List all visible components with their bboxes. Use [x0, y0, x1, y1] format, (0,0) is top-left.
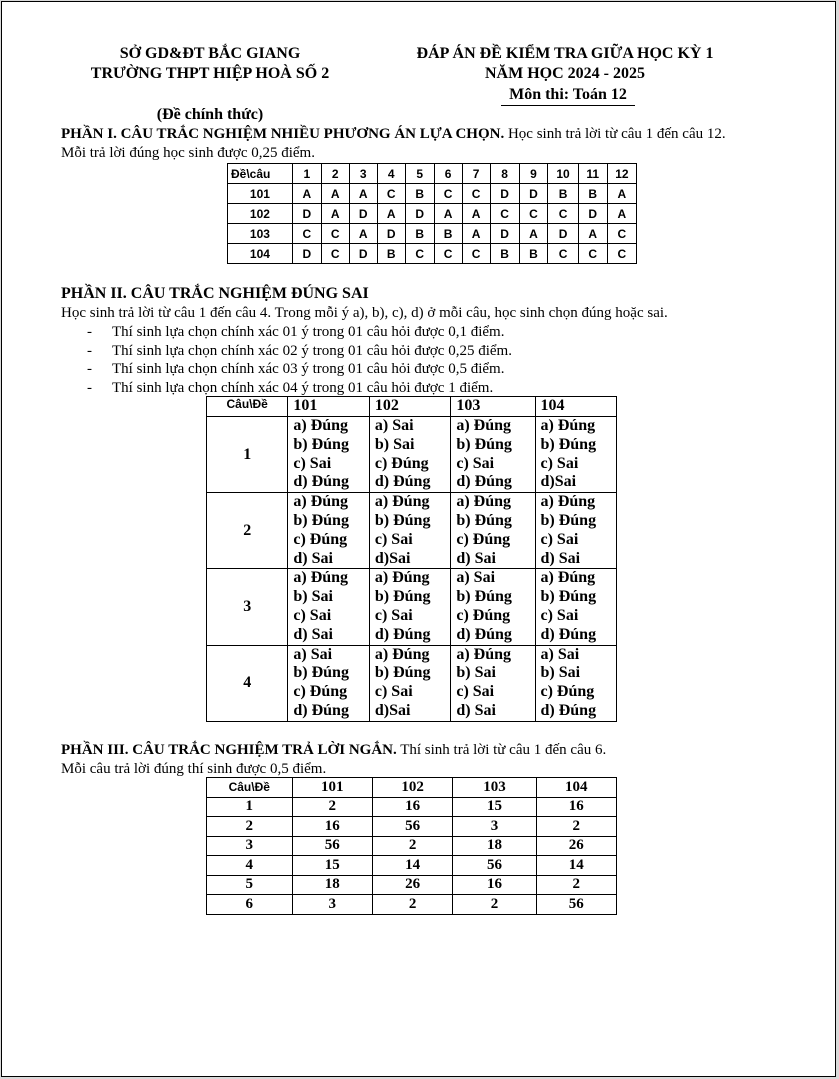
- part3-table-row: [207, 817, 617, 837]
- part2-statement-answer: b) Đúng: [456, 435, 512, 453]
- part3-answer-cell: 3: [453, 817, 536, 837]
- part2-statement-answer: b) Sai: [456, 664, 496, 682]
- part1-answer-cell: C: [607, 224, 636, 244]
- part2-statement-answer: c) Sai: [540, 530, 579, 548]
- part2-answer-cell: [369, 417, 450, 493]
- part3-table-row: [207, 797, 617, 817]
- part2-statement-answer: b) Đúng: [374, 588, 431, 606]
- part2-statement-answer: b) Đúng: [540, 588, 597, 606]
- part3-answer-cell: 14: [372, 856, 452, 876]
- part2-statement-answer: d)Sai: [374, 701, 411, 719]
- part3-points-note: Mỗi câu trả lời đúng thí sinh được 0,5 điểm.: [61, 761, 327, 777]
- part2-statement-answer: d) Đúng: [293, 473, 349, 491]
- part3-header-cell: Câu\Đề: [207, 778, 293, 798]
- part1-answer-cell: D: [377, 224, 405, 244]
- part2-bullet-item: Thí sinh lựa chọn chính xác 01 ý trong 01 câu hỏi được 0,1 điểm.: [112, 324, 505, 340]
- part1-answer-cell: A: [321, 204, 349, 224]
- part3-question-cell: 3: [207, 836, 293, 856]
- part2-answer-cell: [535, 417, 617, 493]
- part2-statement-answer: b) Đúng: [456, 511, 512, 529]
- part3-table-row: [207, 856, 617, 876]
- part2-statement-answer: c) Sai: [374, 683, 413, 701]
- part1-answer-cell: A: [377, 204, 405, 224]
- part1-answer-cell: D: [405, 204, 434, 224]
- part1-table-row: [228, 224, 637, 244]
- part1-header-cell: 7: [462, 164, 490, 184]
- part1-header-cell: Đề\câu: [228, 164, 293, 184]
- part2-header-cell: 101: [288, 397, 369, 417]
- department-name: SỞ GD&ĐT BẮC GIANG: [119, 45, 301, 62]
- school-name: TRƯỜNG THPT HIỆP HOÀ SỐ 2: [90, 65, 330, 82]
- part2-question-cell: 2: [207, 493, 288, 569]
- part2-statement-answer: d) Đúng: [374, 473, 431, 491]
- part3-answer-cell: 2: [453, 895, 536, 915]
- part3-title: PHẦN III. CÂU TRẮC NGHIỆM TRẢ LỜI NGẮN.: [61, 742, 397, 758]
- part2-question-cell: 3: [207, 569, 288, 645]
- part2-statement-answer: a) Đúng: [374, 569, 430, 587]
- part2-statement-answer: c) Đúng: [374, 454, 429, 472]
- part3-answer-cell: 2: [536, 875, 616, 895]
- part2-statement-answer: a) Sai: [456, 569, 496, 587]
- part1-answer-cell: D: [349, 204, 377, 224]
- part1-header-cell: 11: [578, 164, 607, 184]
- part1-answer-cell: D: [292, 244, 321, 264]
- part2-header-row: [207, 397, 617, 417]
- part1-answer-cell: B: [490, 244, 519, 264]
- part2-header-cell: 103: [451, 397, 535, 417]
- part1-answer-cell: C: [519, 204, 548, 224]
- part2-statement-answer: c) Đúng: [456, 606, 511, 624]
- part2-statement-answer: d) Đúng: [456, 473, 512, 491]
- part3-heading: [61, 741, 606, 759]
- part2-answer-cell: [369, 569, 450, 645]
- part3-table-row: [207, 895, 617, 915]
- part2-statement-answer: c) Sai: [374, 606, 413, 624]
- part2-question-cell: 4: [207, 645, 288, 721]
- part1-header-cell: 5: [405, 164, 434, 184]
- bullet-marker: -: [87, 342, 92, 359]
- part2-answer-cell: [451, 645, 535, 721]
- part1-answer-cell: C: [607, 244, 636, 264]
- part2-table-row: [207, 645, 617, 721]
- part3-desc: Thí sinh trả lời từ câu 1 đến câu 6.: [396, 742, 607, 758]
- part3-answer-cell: 56: [372, 817, 452, 837]
- part3-header-cell: 101: [292, 778, 372, 798]
- part2-statement-answer: a) Đúng: [293, 569, 349, 587]
- part2-statement-answer: d)Sai: [374, 549, 411, 567]
- part1-title: PHẦN I. CÂU TRẮC NGHIỆM NHIỀU PHƯƠNG ÁN LỰA CHỌN.: [61, 126, 505, 142]
- part1-answer-cell: A: [462, 224, 490, 244]
- part1-answer-cell: A: [607, 204, 636, 224]
- part3-answer-cell: 56: [536, 895, 616, 915]
- part1-answer-cell: D: [490, 184, 519, 204]
- part1-table-row: [228, 184, 637, 204]
- part2-desc: Học sinh trả lời từ câu 1 đến câu 4. Trong mỗi ý a), b), c), d) ở mỗi câu, học sinh chọn đúng hoặc sai.: [61, 305, 668, 321]
- part3-answer-cell: 16: [372, 797, 452, 817]
- part1-answer-cell: D: [292, 204, 321, 224]
- part1-exam-code-cell: 101: [228, 184, 293, 204]
- part2-statement-answer: d) Sai: [540, 549, 581, 567]
- part1-answer-cell: A: [578, 224, 607, 244]
- part1-header-cell: 8: [490, 164, 519, 184]
- part2-statement-answer: a) Đúng: [456, 493, 512, 511]
- part3-table-row: [207, 875, 617, 895]
- part3-header-row: [207, 778, 617, 798]
- part2-answer-cell: [535, 493, 617, 569]
- part1-answer-cell: A: [349, 184, 377, 204]
- part3-answer-cell: 15: [292, 856, 372, 876]
- part2-question-cell: 1: [207, 417, 288, 493]
- part2-answer-cell: [369, 493, 450, 569]
- part1-exam-code-cell: 104: [228, 244, 293, 264]
- part2-table-row: [207, 569, 617, 645]
- part1-table-row: [228, 204, 637, 224]
- part3-answer-cell: 2: [292, 797, 372, 817]
- part2-answer-table: [206, 396, 617, 722]
- part2-answer-cell: [451, 493, 535, 569]
- part1-answer-cell: B: [519, 244, 548, 264]
- part2-statement-answer: d) Đúng: [456, 625, 512, 643]
- part2-answer-cell: [535, 645, 617, 721]
- bullet-marker: -: [87, 361, 92, 377]
- answer-key-page: [1, 1, 836, 1077]
- part2-bullet-item: Thí sinh lựa chọn chính xác 03 ý trong 01 câu hỏi được 0,5 điểm.: [112, 361, 505, 377]
- part3-header-cell: 103: [453, 778, 536, 798]
- part1-answer-cell: B: [578, 184, 607, 204]
- part3-answer-cell: 2: [372, 836, 452, 856]
- part2-statement-answer: d) Sai: [293, 549, 333, 567]
- part1-header-cell: 6: [434, 164, 462, 184]
- part2-statement-answer: b) Đúng: [293, 435, 349, 453]
- part1-answer-cell: C: [321, 224, 349, 244]
- part1-answer-cell: D: [548, 224, 578, 244]
- part1-header-cell: 3: [349, 164, 377, 184]
- part3-question-cell: 5: [207, 875, 293, 895]
- part3-header-cell: 104: [536, 778, 616, 798]
- part3-answer-cell: 15: [453, 797, 536, 817]
- subject-label: Môn thi: Toán 12: [501, 85, 635, 106]
- part2-header-cell: 102: [369, 397, 450, 417]
- part3-answer-cell: 56: [453, 856, 536, 876]
- document-title: ĐÁP ÁN ĐỀ KIỂM TRA GIỮA HỌC KỲ 1: [416, 45, 714, 62]
- part2-statement-answer: a) Sai: [540, 645, 580, 663]
- part2-header-cell: 104: [535, 397, 617, 417]
- part1-answer-cell: C: [462, 244, 490, 264]
- bullet-marker: -: [87, 324, 92, 340]
- part1-answer-cell: A: [607, 184, 636, 204]
- part2-table-row: [207, 493, 617, 569]
- part2-statement-answer: a) Đúng: [540, 417, 596, 434]
- part2-statement-answer: b) Đúng: [456, 588, 512, 606]
- part2-title: PHẦN II. CÂU TRẮC NGHIỆM ĐÚNG SAI: [61, 285, 369, 302]
- part3-answer-cell: 2: [536, 817, 616, 837]
- part1-header-cell: 12: [607, 164, 636, 184]
- bullet-marker: -: [87, 379, 92, 396]
- part3-answer-cell: 14: [536, 856, 616, 876]
- school-year: NĂM HỌC 2024 - 2025: [485, 65, 645, 82]
- part1-answer-table: [227, 163, 637, 264]
- part1-answer-cell: D: [349, 244, 377, 264]
- part2-statement-answer: a) Sai: [293, 645, 333, 663]
- part1-answer-cell: D: [578, 204, 607, 224]
- part3-answer-cell: 3: [292, 895, 372, 915]
- part2-statement-answer: b) Đúng: [540, 511, 597, 529]
- part1-answer-cell: C: [548, 204, 578, 224]
- part2-answer-cell: [288, 417, 369, 493]
- part2-statement-answer: d) Đúng: [293, 701, 349, 719]
- part1-answer-cell: A: [349, 224, 377, 244]
- part1-answer-cell: B: [377, 244, 405, 264]
- part2-table-row: [207, 417, 617, 493]
- part1-answer-cell: D: [519, 184, 548, 204]
- part2-statement-answer: b) Sai: [540, 664, 581, 682]
- part2-statement-answer: c) Sai: [540, 606, 579, 624]
- part2-answer-cell: [288, 569, 369, 645]
- part1-table-row: [228, 244, 637, 264]
- part2-statement-answer: a) Đúng: [374, 645, 430, 663]
- part3-question-cell: 6: [207, 895, 293, 915]
- part1-exam-code-cell: 103: [228, 224, 293, 244]
- part2-answer-cell: [535, 569, 617, 645]
- part2-statement-answer: d) Sai: [293, 625, 333, 643]
- part2-statement-answer: a) Sai: [374, 417, 414, 434]
- part2-statement-answer: c) Đúng: [293, 530, 348, 548]
- part2-answer-cell: [288, 493, 369, 569]
- part1-answer-cell: A: [434, 204, 462, 224]
- part2-statement-answer: a) Đúng: [374, 493, 430, 511]
- part2-statement-answer: c) Sai: [293, 606, 332, 624]
- part1-answer-cell: C: [377, 184, 405, 204]
- part3-header-cell: 102: [372, 778, 452, 798]
- part2-statement-answer: d) Đúng: [540, 625, 597, 643]
- part3-answer-cell: 16: [292, 817, 372, 837]
- part2-answer-cell: [451, 569, 535, 645]
- part1-header-cell: 1: [292, 164, 321, 184]
- part3-answer-cell: 26: [372, 875, 452, 895]
- part3-answer-cell: 16: [453, 875, 536, 895]
- part1-answer-cell: C: [434, 244, 462, 264]
- part3-answer-cell: 16: [536, 797, 616, 817]
- part2-answer-cell: [288, 645, 369, 721]
- part3-question-cell: 2: [207, 817, 293, 837]
- part2-statement-answer: a) Đúng: [456, 417, 512, 434]
- part3-question-cell: 4: [207, 856, 293, 876]
- part1-answer-cell: A: [462, 204, 490, 224]
- part1-answer-cell: C: [462, 184, 490, 204]
- part1-answer-cell: B: [405, 184, 434, 204]
- part1-answer-cell: C: [548, 244, 578, 264]
- part1-header-cell: 10: [548, 164, 578, 184]
- part2-statement-answer: d)Sai: [540, 473, 577, 491]
- part1-header-row: [228, 164, 637, 184]
- part2-answer-cell: [451, 417, 535, 493]
- part1-answer-cell: A: [321, 184, 349, 204]
- part2-statement-answer: c) Đúng: [293, 683, 348, 701]
- part3-answer-table: [206, 777, 617, 915]
- part1-heading: [61, 125, 726, 143]
- part1-answer-cell: C: [292, 224, 321, 244]
- part2-statement-answer: a) Đúng: [293, 417, 349, 434]
- part3-answer-cell: 18: [453, 836, 536, 856]
- part1-answer-cell: A: [519, 224, 548, 244]
- part2-statement-answer: a) Đúng: [540, 493, 596, 511]
- part2-bullet-item: Thí sinh lựa chọn chính xác 02 ý trong 01 câu hỏi được 0,25 điểm.: [112, 342, 512, 359]
- part2-statement-answer: b) Sai: [293, 588, 333, 606]
- part3-answer-cell: 56: [292, 836, 372, 856]
- part3-answer-cell: 2: [372, 895, 452, 915]
- part2-bullet-item: Thí sinh lựa chọn chính xác 04 ý trong 01 câu hỏi được 1 điểm.: [112, 379, 494, 396]
- part1-desc: Học sinh trả lời từ câu 1 đến câu 12.: [504, 126, 726, 142]
- part1-answer-cell: C: [578, 244, 607, 264]
- part3-table-row: [207, 836, 617, 856]
- part2-statement-answer: c) Sai: [293, 454, 332, 472]
- part1-answer-cell: C: [434, 184, 462, 204]
- part3-question-cell: 1: [207, 797, 293, 817]
- part2-header-cell: Câu\Đề: [207, 397, 288, 417]
- part2-statement-answer: c) Đúng: [540, 683, 595, 701]
- part2-statement-answer: a) Đúng: [456, 645, 512, 663]
- part2-statement-answer: b) Đúng: [540, 435, 597, 453]
- part1-answer-cell: C: [321, 244, 349, 264]
- part2-statement-answer: d) Đúng: [374, 625, 431, 643]
- part2-statement-answer: a) Đúng: [293, 493, 349, 511]
- part1-answer-cell: C: [490, 204, 519, 224]
- part2-statement-answer: b) Đúng: [293, 511, 349, 529]
- part2-statement-answer: d) Đúng: [540, 701, 597, 719]
- part1-answer-cell: B: [548, 184, 578, 204]
- part1-answer-cell: D: [490, 224, 519, 244]
- part1-exam-code-cell: 102: [228, 204, 293, 224]
- part1-answer-cell: C: [405, 244, 434, 264]
- part2-statement-answer: c) Sai: [456, 454, 495, 472]
- part1-points-note: Mỗi trả lời đúng học sinh được 0,25 điểm.: [61, 145, 315, 161]
- part2-statement-answer: d) Sai: [456, 701, 496, 719]
- official-exam-label: (Đề chính thức): [156, 106, 264, 123]
- part1-answer-cell: A: [292, 184, 321, 204]
- part2-statement-answer: b) Đúng: [374, 664, 431, 682]
- part2-statement-answer: c) Sai: [374, 530, 413, 548]
- part1-header-cell: 9: [519, 164, 548, 184]
- part3-answer-cell: 26: [536, 836, 616, 856]
- part2-statement-answer: a) Đúng: [540, 569, 596, 587]
- part1-answer-cell: B: [405, 224, 434, 244]
- part1-header-cell: 2: [321, 164, 349, 184]
- part2-statement-answer: c) Sai: [456, 683, 495, 701]
- part2-statement-answer: b) Đúng: [293, 664, 349, 682]
- part3-answer-cell: 18: [292, 875, 372, 895]
- part2-statement-answer: b) Đúng: [374, 511, 431, 529]
- part2-statement-answer: c) Sai: [540, 454, 579, 472]
- part2-statement-answer: c) Đúng: [456, 530, 511, 548]
- part2-statement-answer: d) Sai: [456, 549, 496, 567]
- part1-header-cell: 4: [377, 164, 405, 184]
- part1-answer-cell: B: [434, 224, 462, 244]
- part2-answer-cell: [369, 645, 450, 721]
- part2-statement-answer: b) Sai: [374, 435, 415, 453]
